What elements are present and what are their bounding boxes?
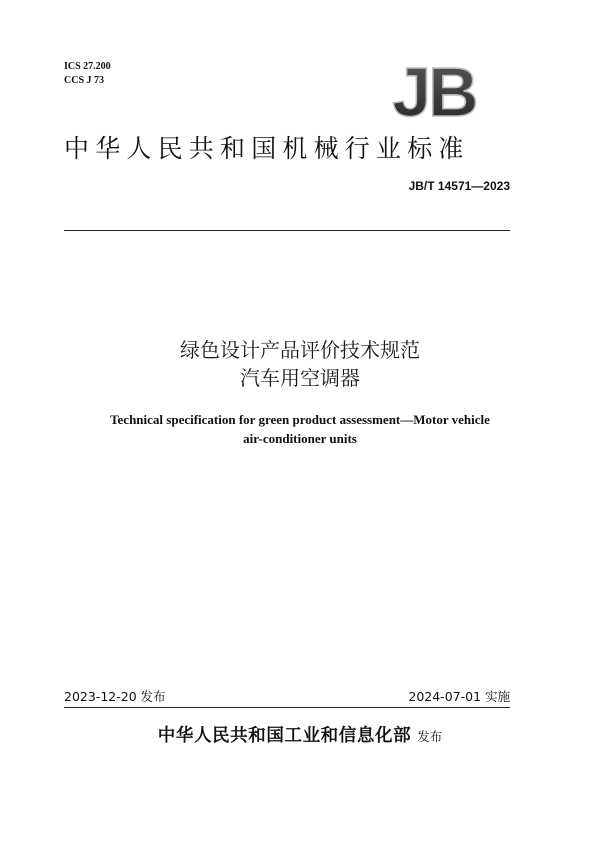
cn-title-line-1: 绿色设计产品评价技术规范 (180, 338, 420, 362)
jb-logo (382, 60, 486, 122)
standard-code: JB/T 14571—2023 (408, 179, 510, 193)
cn-title-line-2: 汽车用空调器 (240, 366, 360, 390)
bottom-divider (64, 707, 510, 708)
en-title-line-1: Technical specification for green product assessment—Motor vehicle (110, 412, 490, 427)
ics-code: ICS 27.200 (64, 61, 111, 72)
organization-title: 中华人民共和国机械行业标准 (64, 134, 470, 163)
svg-text:JB: JB (392, 60, 476, 122)
publisher-line (0, 722, 600, 747)
top-divider (64, 230, 510, 231)
publisher-name: 中华人民共和国工业和信息化部 (157, 726, 412, 746)
issue-date: 2023-12-20 发布 (64, 689, 166, 704)
implementation-date: 2024-07-01 实施 (408, 689, 510, 704)
en-title-line-2: air-conditioner units (243, 431, 357, 446)
publisher-suffix: 发布 (417, 729, 443, 744)
ccs-code: CCS J 73 (64, 75, 105, 86)
